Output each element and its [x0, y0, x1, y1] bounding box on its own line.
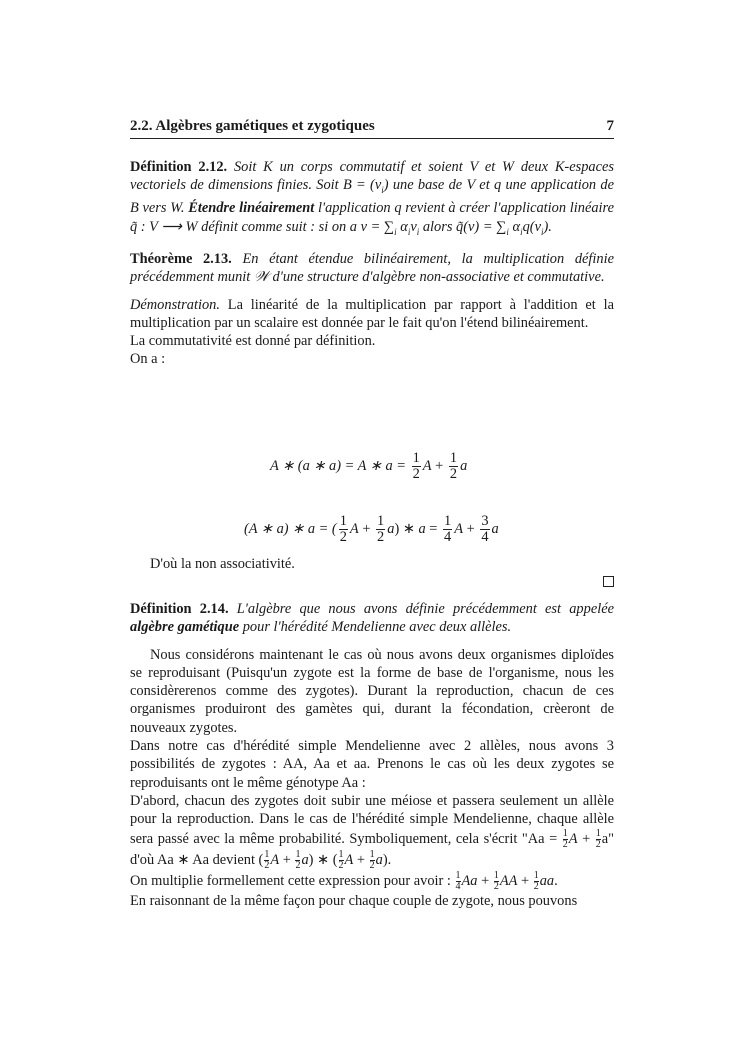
definition-2-14-label: Définition 2.14. — [130, 601, 229, 617]
paragraph-1: Nous considérons maintenant le cas où nous avons deux organismes diploïdes se reproduisant (Puisqu'un zygote est la forme de base de l'organisme, nous les considèrerenos comme des zygotes). Durant la reproduction, chacun de ces organismes produiront des gamètes qui, durant la fécondation, crèeront de nouveaux zygotes. — [130, 646, 614, 736]
paragraph-4-text: On multiplie formellement cette expression pour avoir : — [130, 872, 451, 889]
paragraph-4: On multiplie formellement cette expression pour avoir : $\frac{1}{4}$ Aa + $\frac{1}{2}$ AA + $\frac{1}{2}$ aa. — [130, 869, 558, 892]
proof — [130, 296, 614, 369]
proof-commutativity: La commutativité est donné par définition. — [130, 333, 376, 350]
qed-square-icon — [603, 576, 614, 587]
proof-label: Démonstration. — [130, 296, 220, 313]
definition-text-a: Soit K un corps commutatif et soient V et W deux K-espaces vectoriels de dimensions finies. Soit B = (v — [130, 159, 614, 194]
theorem-2-13 — [130, 250, 614, 287]
equation-2-left: (A ∗ a) ∗ a = ( — [244, 520, 337, 537]
proof-text: La linéarité de la multiplication par rapport à l'addition et la multiplication par un scalaire est donnée par le fait qu'on l'étend bilinéairement. — [130, 296, 614, 331]
definition-2-12: Définition 2.12. Soit K un corps commutatif et soient V et W deux K-espaces vectoriels de dimensions finies. Soit $B = (v_i)$ une base de V et q une application de B vers W. Étendre linéairement l'application q revient à créer l'application linéaire q̃ : V ⟶ W définit comme suit : si on a $v = \sum_i$ $\alpha_iv_i$ alors q̃(v) = $\sum_i$ $\alpha_iq(v_i)$. — [130, 159, 615, 237]
paragraph-3: D'abord, chacun des zygotes doit subir une méiose et passera seulement un allèle pour la reproduction. Dans le cas de l'hérédité simple Mendelienne, chaque allèle sera passé avec la même probabilité. Symboliquement, cela s'écrit "Aa = $\frac{1}{2}$ A + $\frac{1}{2}$ a" d'où Aa ∗ Aa devient ( $\frac{1}{2}$ A + $\frac{1}{2}$ a) ∗ ( $\frac{1}{2}$ A + $\frac{1}{2}$ a). — [130, 792, 614, 871]
alpha-2: α — [512, 218, 521, 235]
definition-2-14-bold: algèbre gamétique — [130, 619, 240, 636]
alpha: α — [400, 218, 408, 235]
page-number: 7 — [606, 118, 614, 134]
definition-text-f: alors q̃(v) = ∑ — [419, 218, 507, 235]
paragraph-5: En raisonnant de la même façon pour chaque couple de zygote, nous pouvons — [130, 892, 578, 909]
definition-text-c: l'application q revient à créer l'application linéaire q̃ : V ⟶ W définit comme suit : si on a v = ∑ — [130, 200, 614, 235]
definition-bold-phrase: Étendre linéairement — [188, 200, 315, 217]
definition-text-b: ) une base de V et q une application de B vers W. — [130, 177, 615, 217]
section-title: 2.2. Algèbres gamétiques et zygotiques — [130, 118, 375, 134]
running-header — [130, 118, 614, 139]
equation-1: A ∗ (a ∗ a) = A ∗ a = $\frac{1}{2}$ A + $\frac{1}{2}$ a — [270, 450, 468, 482]
subscript: i — [381, 185, 384, 196]
proof-on-a: On a : — [130, 351, 166, 368]
v-symbol: v — [410, 218, 417, 235]
equation-1-left: A ∗ (a ∗ a) = A ∗ a = — [270, 457, 406, 474]
main-text-top — [130, 158, 614, 369]
paragraph-3-end: a" d'où Aa ∗ Aa devient ( — [130, 830, 614, 868]
equation-2: (A ∗ a) ∗ a = ( $\frac{1}{2}$ A + $\frac{1}{2}$ a) ∗ a = $\frac{1}{4}$ A + $\frac{3}{4}$ a — [244, 513, 499, 545]
q-symbol: q(v — [522, 218, 541, 235]
paragraph-3-text: D'abord, chacun des zygotes doit subir une méiose et passera seulement un allèle pour la reproduction. Dans le cas de l'hérédité simple Mendelienne, chaque allèle sera passé avec la même probabilité. Symboliquement, cela s'écrit "Aa = — [130, 792, 614, 847]
definition-2-14-text-b: pour l'hérédité Mendelienne avec deux allèles. — [242, 619, 512, 636]
definition-2-14 — [130, 600, 614, 637]
closing-paren: ). — [543, 218, 552, 235]
paragraph-2: Dans notre cas d'hérédité simple Mendelienne avec 2 allèles, nous avons 3 possibilités de zygotes : AA, Aa et aa. Prenons le cas où les deux zygotes se reproduisants ont le même génotype Aa : — [130, 738, 614, 791]
definition-2-14-text-a: L'algèbre que nous avons définie précédemment est appelée — [236, 601, 614, 617]
theorem-text: En étant étendue bilinéairement, la multiplication définie précédemment munit 𝒲 d'une structure d'algèbre non-associative et commutative. — [130, 250, 614, 286]
main-text-bottom — [130, 600, 614, 910]
proof-conclusion: D'où la non associativité. — [150, 556, 295, 572]
theorem-label: Théorème 2.13. — [130, 250, 232, 267]
definition-label: Définition 2.12. — [130, 159, 228, 175]
